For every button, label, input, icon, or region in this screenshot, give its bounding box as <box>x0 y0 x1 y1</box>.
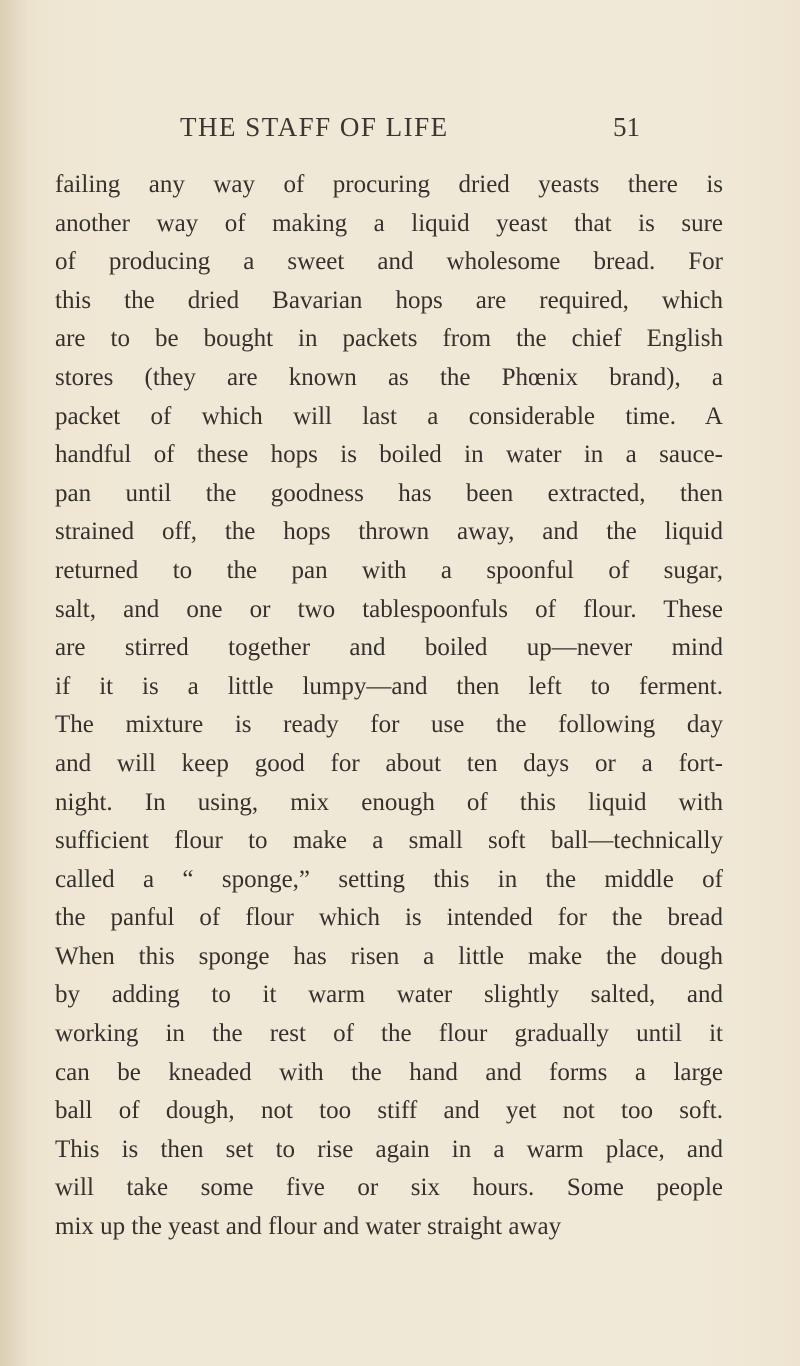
text-line: are stirred together and boiled up—never mind <box>55 634 723 662</box>
text-line: the panful of flour which is intended for the bread <box>55 904 723 932</box>
text-line: The mixture is ready for use the following day <box>55 711 723 739</box>
text-line: by adding to it warm water slightly salted, and <box>55 981 723 1009</box>
text-line: sufficient flour to make a small soft ball—technically <box>55 827 723 855</box>
text-line: mix up the yeast and flour and water straight away <box>55 1213 562 1241</box>
body-text <box>55 166 723 1247</box>
text-line: stores (they are known as the Phœnix brand), a <box>55 363 723 391</box>
text-line: This is then set to rise again in a warm place, and <box>55 1135 723 1163</box>
text-line: will take some five or six hours. Some people <box>55 1174 723 1202</box>
text-line: another way of making a liquid yeast that is sure <box>55 209 723 237</box>
text-line: salt, and one or two tablespoonfuls of flour. These <box>55 595 723 623</box>
text-line: ball of dough, not too stiff and yet not too soft. <box>55 1097 723 1125</box>
text-line: of producing a sweet and wholesome bread. For <box>55 248 723 276</box>
text-line: handful of these hops is boiled in water in a sauce- <box>55 441 723 469</box>
text-line: if it is a little lumpy—and then left to ferment. <box>55 672 723 700</box>
page-number: 51 <box>613 112 640 142</box>
text-line: called a “ sponge,” setting this in the middle of <box>55 865 723 893</box>
text-line: this the dried Bavarian hops are required, which <box>55 286 723 314</box>
page-header <box>0 112 800 152</box>
text-line: can be kneaded with the hand and forms a large <box>55 1058 723 1086</box>
text-line: strained off, the hops thrown away, and the liquid <box>55 518 723 546</box>
text-line: returned to the pan with a spoonful of sugar, <box>55 556 723 584</box>
text-line: night. In using, mix enough of this liquid with <box>55 788 723 816</box>
text-line: When this sponge has risen a little make the dough <box>55 942 723 970</box>
text-line: and will keep good for about ten days or a fort- <box>55 749 723 777</box>
text-line: pan until the goodness has been extracted, then <box>55 479 723 507</box>
text-line: working in the rest of the flour gradually until it <box>55 1020 723 1048</box>
text-line: failing any way of procuring dried yeasts there is <box>55 171 723 198</box>
text-line: are to be bought in packets from the chief English <box>55 325 723 353</box>
text-line: packet of which will last a considerable time. A <box>55 402 723 430</box>
running-head: THE STAFF OF LIFE <box>180 112 449 142</box>
